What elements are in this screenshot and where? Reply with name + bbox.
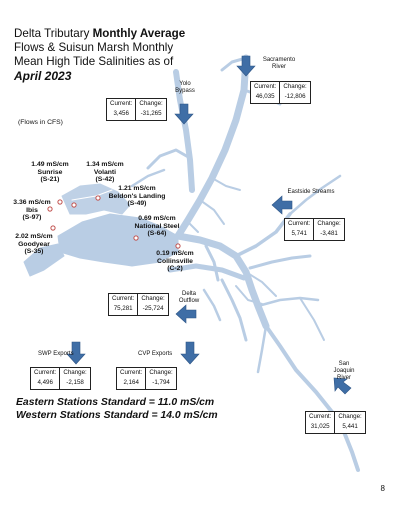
station-label-collinsville	[148, 250, 202, 273]
change-label: Change:	[139, 100, 163, 107]
change-cell	[136, 99, 165, 120]
change-label: Change:	[149, 369, 173, 376]
page-number: 8	[380, 484, 385, 493]
current-cell	[109, 294, 138, 315]
current-cell	[31, 368, 60, 389]
change-value: -31,265	[140, 110, 162, 117]
station-name: National Steel	[134, 222, 180, 230]
title-line-1b: Monthly Average	[92, 27, 186, 40]
current-cell	[285, 219, 314, 240]
station-label-beldons-landing	[106, 185, 168, 208]
san-joaquin-label-2: Joaquin	[333, 368, 355, 374]
station-label-sunrise	[28, 161, 72, 184]
station-value: 1.21 mS/cm	[118, 185, 156, 192]
change-cell	[60, 368, 89, 389]
title-line-2: Flows & Suisun Marsh Monthly	[14, 41, 174, 54]
title-line-1a: Delta Tributary	[14, 27, 93, 40]
station-code: (S-49)	[127, 200, 147, 207]
page-title	[14, 27, 229, 83]
station-code: (C-2)	[167, 265, 183, 272]
station-name: Goodyear	[18, 240, 50, 248]
title-line-3: Mean High Tide Salinities as of	[14, 55, 174, 68]
change-value: 5,441	[342, 423, 358, 430]
yolo-label-1: Yolo	[179, 81, 191, 87]
station-value: 0.19 mS/cm	[156, 250, 194, 257]
yolo-flow-box	[106, 98, 167, 121]
station-name: Ibis	[26, 206, 38, 214]
current-label: Current:	[34, 369, 57, 376]
delta-outflow-label	[174, 291, 204, 305]
sacramento-flow-box	[250, 81, 311, 104]
current-value: 75,281	[113, 305, 133, 312]
sacramento-label	[256, 57, 302, 71]
station-value: 2.02 mS/cm	[15, 233, 53, 240]
title-date: April 2023	[14, 69, 72, 83]
current-cell	[251, 82, 280, 103]
station-name: Volanti	[93, 168, 117, 176]
change-cell	[314, 219, 343, 240]
eastside-arrow-icon	[272, 196, 292, 214]
swp-label: SWP Exports	[38, 351, 74, 357]
station-marker-beldons	[96, 196, 100, 200]
san-joaquin-label	[326, 361, 362, 382]
current-cell	[107, 99, 136, 120]
change-value: -12,806	[284, 93, 306, 100]
station-value: 1.49 mS/cm	[31, 161, 69, 168]
change-cell	[138, 294, 167, 315]
station-marker-sunrise	[58, 200, 62, 204]
current-label: Current:	[288, 220, 311, 227]
station-code: (S-35)	[24, 248, 44, 255]
change-label: Change:	[338, 413, 362, 420]
change-cell	[335, 412, 364, 433]
current-value: 2,164	[123, 379, 139, 386]
cvp-flow-box	[116, 367, 177, 390]
current-cell	[306, 412, 335, 433]
delta-outflow-label-2: Outflow	[178, 298, 200, 304]
cvp-label: CVP Exports	[138, 351, 173, 357]
current-value: 4,496	[37, 379, 53, 386]
station-value: 3.36 mS/cm	[13, 199, 51, 206]
current-cell	[117, 368, 146, 389]
station-marker-volanti	[72, 203, 76, 207]
western-standard: Western Stations Standard = 14.0 mS/cm	[16, 410, 218, 421]
swp-flow-box	[30, 367, 91, 390]
yolo-arrow-icon	[175, 104, 193, 124]
station-label-national-steel	[128, 215, 186, 238]
yolo-label	[170, 81, 200, 95]
eastside-label: Eastside Streams	[287, 189, 335, 195]
station-name: Beldon's Landing	[108, 192, 166, 200]
san-joaquin-flow-box	[305, 411, 366, 434]
current-value: 46,035	[255, 93, 275, 100]
change-cell	[280, 82, 309, 103]
change-value: -1,794	[152, 379, 170, 386]
station-name: Sunrise	[37, 168, 63, 176]
san-joaquin-label-3: River	[336, 375, 351, 381]
current-label: Current:	[254, 83, 277, 90]
eastside-flow-box	[284, 218, 345, 241]
current-label: Current:	[309, 413, 332, 420]
station-value: 0.69 mS/cm	[138, 215, 176, 222]
change-label: Change:	[317, 220, 341, 227]
change-value: -3,481	[320, 230, 338, 237]
change-cell	[146, 368, 175, 389]
change-value: -2,158	[66, 379, 84, 386]
change-label: Change:	[283, 83, 307, 90]
cvp-arrow-icon	[181, 342, 199, 364]
change-label: Change:	[141, 295, 165, 302]
station-label-volanti	[82, 161, 128, 184]
station-code: (S-42)	[95, 176, 115, 183]
current-label: Current:	[110, 100, 133, 107]
station-name: Collinsville	[157, 257, 193, 265]
delta-outflow-label-1: Delta	[181, 291, 196, 297]
sacramento-label-1: Sacramento	[262, 57, 296, 63]
station-code: (S-21)	[40, 176, 60, 183]
current-value: 3,456	[113, 110, 129, 117]
station-marker-collinsville	[176, 244, 180, 248]
current-value: 31,025	[310, 423, 330, 430]
eastern-standard: Eastern Stations Standard = 11.0 mS/cm	[16, 397, 215, 408]
sacramento-label-2: River	[271, 64, 286, 70]
san-joaquin-label-1: San	[338, 361, 350, 367]
units-note: (Flows in CFS)	[18, 119, 63, 126]
change-label: Change:	[63, 369, 87, 376]
station-label-ibis	[10, 199, 54, 222]
delta-outflow-arrow-icon	[176, 305, 196, 323]
station-code: (S-97)	[22, 214, 42, 221]
station-value: 1.34 mS/cm	[86, 161, 124, 168]
delta-outflow-flow-box	[108, 293, 169, 316]
current-label: Current:	[120, 369, 143, 376]
station-marker-goodyear	[51, 226, 55, 230]
yolo-label-2: Bypass	[175, 88, 195, 94]
station-code: (S-64)	[147, 230, 167, 237]
current-value: 5,741	[291, 230, 307, 237]
change-value: -25,724	[142, 305, 164, 312]
station-label-goodyear	[12, 233, 56, 256]
current-label: Current:	[112, 295, 135, 302]
